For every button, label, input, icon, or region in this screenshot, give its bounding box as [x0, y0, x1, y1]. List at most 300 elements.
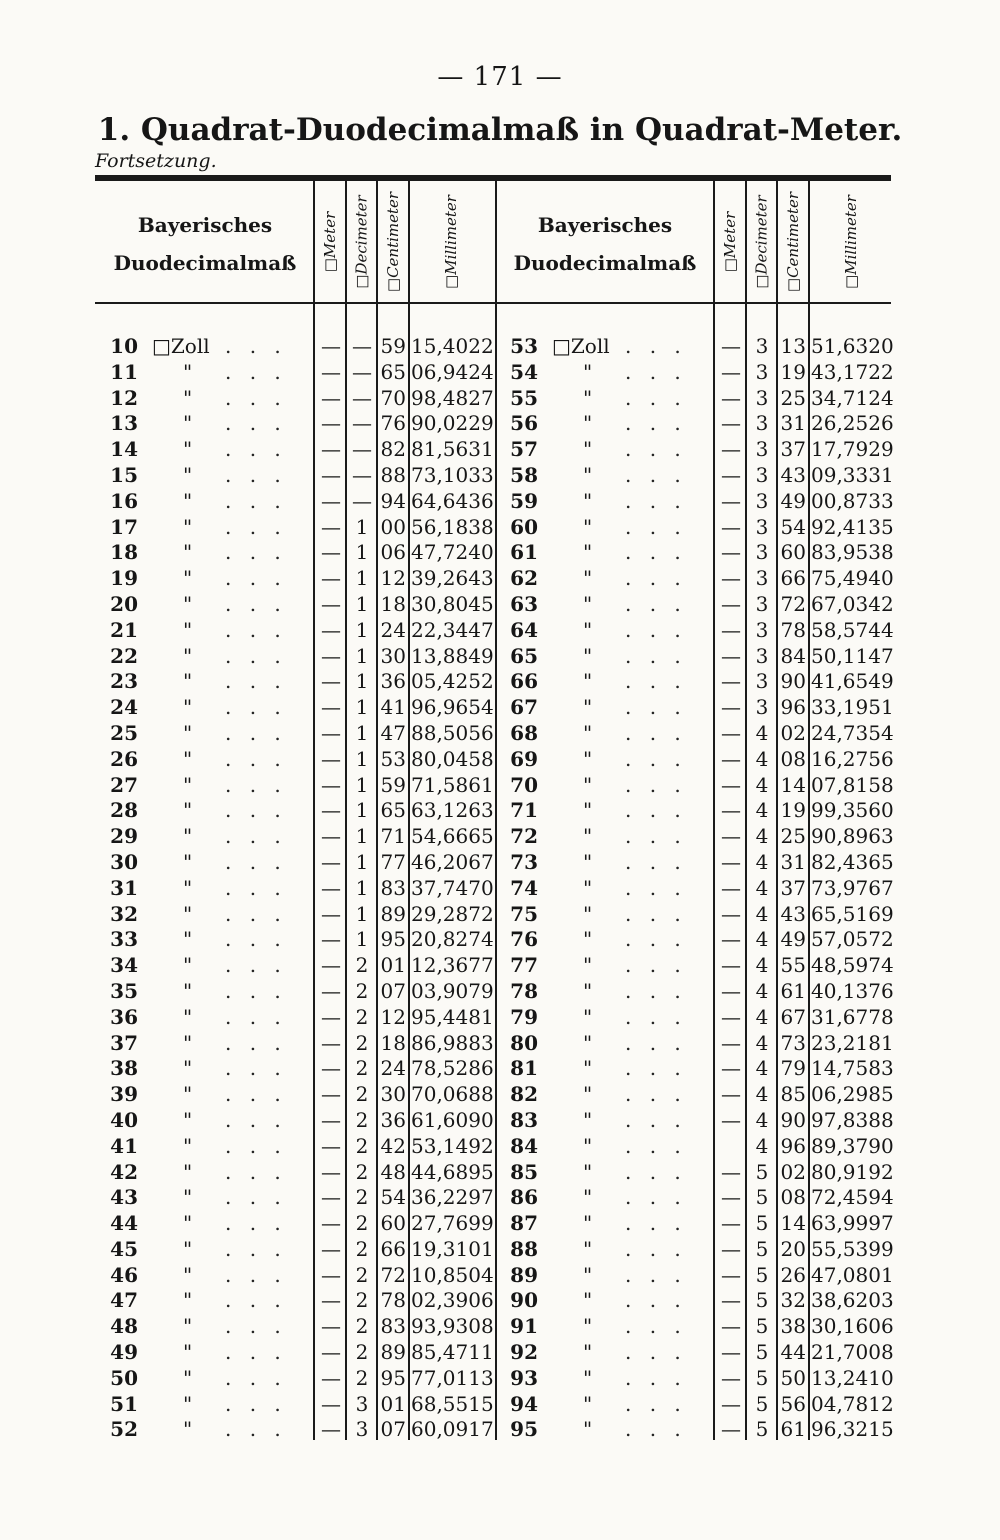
decimeter-value: 2	[355, 1056, 369, 1081]
decimeter-value: 1	[355, 746, 369, 771]
millimeter-value: 41,6549	[811, 669, 894, 694]
decimeter-value: 1	[355, 875, 369, 900]
ditto-mark: "	[183, 1030, 193, 1055]
table-row	[0, 667, 1000, 693]
millimeter-value: 30,1606	[811, 1314, 894, 1339]
centimeter-value: 36	[380, 1107, 406, 1132]
ditto-mark: "	[183, 1365, 193, 1390]
centimeter-value: 41	[380, 695, 406, 720]
ditto-mark: "	[183, 1391, 193, 1416]
ditto-mark: "	[183, 1107, 193, 1132]
row-number: 59	[510, 488, 538, 513]
leader-dots: . . .	[625, 1340, 687, 1365]
meter-value: —	[321, 1133, 341, 1158]
ditto-mark: "	[583, 1365, 593, 1390]
centimeter-value: 36	[380, 669, 406, 694]
centimeter-value: 67	[780, 1004, 806, 1029]
meter-value: —	[721, 1159, 741, 1184]
meter-value: —	[321, 875, 341, 900]
meter-value: —	[721, 901, 741, 926]
ditto-mark: "	[183, 540, 193, 565]
row-number: 81	[510, 1056, 538, 1081]
ditto-mark: "	[583, 1211, 593, 1236]
decimeter-value: 4	[755, 849, 769, 874]
ditto-mark: "	[583, 1262, 593, 1287]
leader-dots: . . .	[225, 1236, 287, 1261]
decimeter-value: 2	[355, 1314, 369, 1339]
meter-value: —	[721, 1185, 741, 1210]
ditto-mark: "	[183, 824, 193, 849]
row-number: 15	[110, 462, 138, 487]
leader-dots: . . .	[225, 1185, 287, 1210]
ditto-mark: "	[183, 901, 193, 926]
centimeter-value: 14	[780, 772, 806, 797]
leader-dots: . . .	[225, 1159, 287, 1184]
decimeter-value: 2	[355, 1288, 369, 1313]
meter-value: —	[321, 566, 341, 591]
millimeter-value: 86,9883	[411, 1030, 494, 1055]
leader-dots: . . .	[625, 1082, 687, 1107]
centimeter-value: 32	[780, 1288, 806, 1313]
meter-value: —	[321, 824, 341, 849]
decimeter-value: 4	[755, 720, 769, 745]
header-line1: Bayerisches	[137, 213, 273, 237]
row-number: 87	[510, 1211, 538, 1236]
millimeter-value: 89,3790	[811, 1133, 894, 1158]
millimeter-value: 20,8274	[411, 927, 494, 952]
row-number: 17	[110, 514, 138, 539]
millimeter-value: 67,0342	[811, 591, 894, 616]
leader-dots: . . .	[625, 927, 687, 952]
row-number: 80	[510, 1030, 538, 1055]
row-number: 85	[510, 1159, 538, 1184]
leader-dots: . . .	[225, 617, 287, 642]
centimeter-value: 71	[380, 824, 406, 849]
row-number: 73	[510, 849, 538, 874]
decimeter-value: 2	[355, 978, 369, 1003]
unit-label: □Zoll	[552, 334, 610, 358]
leader-dots: . . .	[225, 1107, 287, 1132]
meter-value: —	[321, 359, 341, 384]
decimeter-value: 4	[755, 953, 769, 978]
row-number: 79	[510, 1004, 538, 1029]
ditto-mark: "	[183, 566, 193, 591]
centimeter-value: 49	[780, 488, 806, 513]
leader-dots: . . .	[625, 488, 687, 513]
millimeter-value: 70,0688	[411, 1082, 494, 1107]
centimeter-value: 43	[780, 462, 806, 487]
meter-value: —	[321, 1004, 341, 1029]
centimeter-value: 76	[380, 411, 406, 436]
decimeter-value: 2	[355, 1185, 369, 1210]
decimeter-value: 4	[755, 978, 769, 1003]
table-row	[0, 1029, 1000, 1055]
leader-dots: . . .	[625, 669, 687, 694]
table-row	[0, 1003, 1000, 1029]
leader-dots: . . .	[625, 359, 687, 384]
row-number: 22	[110, 643, 138, 668]
millimeter-value: 96,3215	[811, 1417, 894, 1442]
meter-value: —	[721, 462, 741, 487]
millimeter-value: 43,1722	[811, 359, 894, 384]
centimeter-value: 78	[380, 1288, 406, 1313]
ditto-mark: "	[583, 540, 593, 565]
decimeter-value: 1	[355, 720, 369, 745]
leader-dots: . . .	[225, 927, 287, 952]
row-number: 91	[510, 1314, 538, 1339]
leader-dots: . . .	[625, 1004, 687, 1029]
header-line2: Duodecimalmaß	[113, 251, 297, 275]
header-centimeter-left	[379, 186, 407, 298]
leader-dots: . . .	[225, 643, 287, 668]
centimeter-value: 42	[380, 1133, 406, 1158]
row-number: 88	[510, 1236, 538, 1261]
meter-value: —	[321, 1391, 341, 1416]
ditto-mark: "	[583, 824, 593, 849]
leader-dots: . . .	[625, 901, 687, 926]
row-number: 82	[510, 1082, 538, 1107]
millimeter-value: 58,5744	[811, 617, 894, 642]
row-number: 94	[510, 1391, 538, 1416]
decimeter-value: 4	[755, 1107, 769, 1132]
row-number: 67	[510, 695, 538, 720]
centimeter-value: 95	[380, 927, 406, 952]
decimeter-value: 1	[355, 772, 369, 797]
row-number: 68	[510, 720, 538, 745]
decimeter-value: 1	[355, 798, 369, 823]
header-line2: Duodecimalmaß	[513, 251, 697, 275]
ditto-mark: "	[183, 1004, 193, 1029]
decimeter-value: 3	[755, 411, 769, 436]
row-number: 12	[110, 385, 138, 410]
millimeter-value: 07,8158	[811, 772, 894, 797]
leader-dots: . . .	[625, 978, 687, 1003]
millimeter-value: 38,6203	[811, 1288, 894, 1313]
centimeter-value: 12	[380, 1004, 406, 1029]
ditto-mark: "	[183, 927, 193, 952]
ditto-mark: "	[583, 1417, 593, 1442]
centimeter-value: 08	[780, 746, 806, 771]
table-row	[0, 925, 1000, 951]
millimeter-value: 57,0572	[811, 927, 894, 952]
leader-dots: . . .	[225, 514, 287, 539]
row-number: 56	[510, 411, 538, 436]
row-number: 50	[110, 1365, 138, 1390]
row-number: 62	[510, 566, 538, 591]
leader-dots: . . .	[225, 591, 287, 616]
table-row	[0, 1158, 1000, 1184]
meter-value: —	[721, 720, 741, 745]
row-number: 30	[110, 849, 138, 874]
row-number: 77	[510, 953, 538, 978]
table-row	[0, 1261, 1000, 1287]
centimeter-value: 89	[380, 1340, 406, 1365]
meter-value: —	[721, 488, 741, 513]
decimeter-value: 3	[755, 462, 769, 487]
millimeter-value: 15,4022	[411, 334, 494, 358]
leader-dots: . . .	[625, 772, 687, 797]
row-number: 40	[110, 1107, 138, 1132]
ditto-mark: "	[583, 359, 593, 384]
centimeter-value: 65	[380, 359, 406, 384]
row-number: 76	[510, 927, 538, 952]
meter-value: —	[721, 359, 741, 384]
decimeter-value: —	[352, 359, 372, 384]
leader-dots: . . .	[625, 746, 687, 771]
millimeter-value: 13,2410	[811, 1365, 894, 1390]
centimeter-value: 79	[780, 1056, 806, 1081]
ditto-mark: "	[583, 1133, 593, 1158]
leader-dots: . . .	[625, 1314, 687, 1339]
row-number: 63	[510, 591, 538, 616]
meter-value: —	[321, 978, 341, 1003]
centimeter-value: 59	[380, 334, 406, 358]
leader-dots: . . .	[625, 1365, 687, 1390]
meter-value: —	[321, 798, 341, 823]
header-millimeter-left	[437, 186, 465, 298]
leader-dots: . . .	[625, 953, 687, 978]
meter-value: —	[721, 411, 741, 436]
meter-value: —	[321, 772, 341, 797]
header-meter-label: □Meter	[721, 211, 740, 273]
table-row	[0, 848, 1000, 874]
decimeter-value: 1	[355, 591, 369, 616]
table-row	[0, 822, 1000, 848]
header-line1: Bayerisches	[537, 213, 673, 237]
millimeter-value: 99,3560	[811, 798, 894, 823]
centimeter-value: 56	[780, 1391, 806, 1416]
decimeter-value: —	[352, 488, 372, 513]
leader-dots: . . .	[625, 875, 687, 900]
millimeter-value: 12,3677	[411, 953, 494, 978]
leader-dots: . . .	[625, 643, 687, 668]
millimeter-value: 06,2985	[811, 1082, 894, 1107]
leader-dots: . . .	[225, 1082, 287, 1107]
ditto-mark: "	[583, 901, 593, 926]
row-number: 45	[110, 1236, 138, 1261]
meter-value: —	[321, 1185, 341, 1210]
ditto-mark: "	[583, 953, 593, 978]
ditto-mark: "	[583, 1236, 593, 1261]
millimeter-value: 17,7929	[811, 437, 894, 462]
leader-dots: . . .	[225, 1056, 287, 1081]
meter-value: —	[321, 1314, 341, 1339]
decimeter-value: 4	[755, 824, 769, 849]
leader-dots: . . .	[225, 824, 287, 849]
leader-dots: . . .	[625, 1107, 687, 1132]
decimeter-value: 2	[355, 1211, 369, 1236]
millimeter-value: 80,0458	[411, 746, 494, 771]
meter-value: —	[721, 1365, 741, 1390]
table-row	[0, 1054, 1000, 1080]
centimeter-value: 31	[780, 411, 806, 436]
table-row	[0, 900, 1000, 926]
table-row	[0, 538, 1000, 564]
row-number: 44	[110, 1211, 138, 1236]
row-number: 33	[110, 927, 138, 952]
millimeter-value: 34,7124	[811, 385, 894, 410]
table-row	[0, 435, 1000, 461]
ditto-mark: "	[183, 1340, 193, 1365]
decimeter-value: —	[352, 462, 372, 487]
leader-dots: . . .	[225, 901, 287, 926]
leader-dots: . . .	[225, 849, 287, 874]
ditto-mark: "	[183, 1185, 193, 1210]
millimeter-value: 10,8504	[411, 1262, 494, 1287]
meter-value: —	[321, 849, 341, 874]
decimeter-value: 3	[755, 334, 769, 358]
leader-dots: . . .	[225, 462, 287, 487]
decimeter-value: 2	[355, 1133, 369, 1158]
leader-dots: . . .	[625, 411, 687, 436]
millimeter-value: 23,2181	[811, 1030, 894, 1055]
row-number: 74	[510, 875, 538, 900]
header-centimeter-label: □Centimeter	[784, 191, 803, 293]
millimeter-value: 09,3331	[811, 462, 894, 487]
meter-value: —	[321, 1417, 341, 1442]
ditto-mark: "	[183, 462, 193, 487]
decimeter-value: 2	[355, 1004, 369, 1029]
header-decimeter-label: □Decimeter	[753, 195, 772, 289]
decimeter-value: 1	[355, 927, 369, 952]
millimeter-value: 55,5399	[811, 1236, 894, 1261]
meter-value: —	[321, 643, 341, 668]
meter-value: —	[321, 720, 341, 745]
millimeter-value: 00,8733	[811, 488, 894, 513]
centimeter-value: 89	[380, 901, 406, 926]
millimeter-value: 14,7583	[811, 1056, 894, 1081]
leader-dots: . . .	[625, 514, 687, 539]
row-number: 84	[510, 1133, 538, 1158]
decimeter-value: 1	[355, 643, 369, 668]
meter-value: —	[721, 824, 741, 849]
table-row	[0, 461, 1000, 487]
leader-dots: . . .	[625, 1185, 687, 1210]
ditto-mark: "	[583, 591, 593, 616]
decimeter-value: —	[352, 385, 372, 410]
decimeter-value: 3	[355, 1391, 369, 1416]
millimeter-value: 13,8849	[411, 643, 494, 668]
leader-dots: . . .	[225, 1314, 287, 1339]
table-row	[0, 1183, 1000, 1209]
table-row	[0, 1415, 1000, 1441]
leader-dots: . . .	[625, 617, 687, 642]
header-decimeter-label: □Decimeter	[353, 195, 372, 289]
ditto-mark: "	[183, 875, 193, 900]
row-number: 93	[510, 1365, 538, 1390]
centimeter-value: 25	[780, 385, 806, 410]
millimeter-value: 44,6895	[411, 1159, 494, 1184]
millimeter-value: 88,5056	[411, 720, 494, 745]
decimeter-value: 2	[355, 953, 369, 978]
millimeter-value: 56,1838	[411, 514, 494, 539]
millimeter-value: 05,4252	[411, 669, 494, 694]
row-number: 19	[110, 566, 138, 591]
table-row	[0, 719, 1000, 745]
meter-value: —	[721, 1288, 741, 1313]
millimeter-value: 81,5631	[411, 437, 494, 462]
ditto-mark: "	[183, 1288, 193, 1313]
decimeter-value: 3	[755, 617, 769, 642]
table-row	[0, 1209, 1000, 1235]
row-number: 86	[510, 1185, 538, 1210]
row-number: 24	[110, 695, 138, 720]
row-number: 42	[110, 1159, 138, 1184]
meter-value: —	[321, 1340, 341, 1365]
ditto-mark: "	[183, 1159, 193, 1184]
centimeter-value: 26	[780, 1262, 806, 1287]
row-number: 95	[510, 1417, 538, 1442]
decimeter-value: 4	[755, 1082, 769, 1107]
leader-dots: . . .	[225, 1030, 287, 1055]
millimeter-value: 97,8388	[811, 1107, 894, 1132]
millimeter-value: 47,7240	[411, 540, 494, 565]
row-number: 65	[510, 643, 538, 668]
leader-dots: . . .	[225, 1365, 287, 1390]
leader-dots: . . .	[625, 1236, 687, 1261]
row-number: 18	[110, 540, 138, 565]
row-number: 78	[510, 978, 538, 1003]
leader-dots: . . .	[625, 1391, 687, 1416]
meter-value: —	[721, 617, 741, 642]
millimeter-value: 29,2872	[411, 901, 494, 926]
meter-value: —	[321, 901, 341, 926]
decimeter-value: 5	[755, 1211, 769, 1236]
table-row	[0, 1390, 1000, 1416]
row-number: 49	[110, 1340, 138, 1365]
row-number: 39	[110, 1082, 138, 1107]
millimeter-value: 63,9997	[811, 1211, 894, 1236]
millimeter-value: 83,9538	[811, 540, 894, 565]
centimeter-value: 60	[780, 540, 806, 565]
ditto-mark: "	[183, 669, 193, 694]
millimeter-value: 51,6320	[811, 334, 894, 358]
meter-value: —	[721, 1211, 741, 1236]
row-number: 43	[110, 1185, 138, 1210]
row-number: 29	[110, 824, 138, 849]
header-centimeter-label: □Centimeter	[384, 191, 403, 293]
ditto-mark: "	[183, 359, 193, 384]
leader-dots: . . .	[225, 695, 287, 720]
row-number: 38	[110, 1056, 138, 1081]
ditto-mark: "	[183, 1211, 193, 1236]
millimeter-value: 98,4827	[411, 385, 494, 410]
ditto-mark: "	[583, 1107, 593, 1132]
centimeter-value: 84	[780, 643, 806, 668]
ditto-mark: "	[583, 385, 593, 410]
meter-value: —	[721, 643, 741, 668]
ditto-mark: "	[583, 462, 593, 487]
continued-label: Fortsetzung.	[95, 150, 217, 172]
ditto-mark: "	[583, 514, 593, 539]
decimeter-value: 2	[355, 1159, 369, 1184]
millimeter-value: 73,9767	[811, 875, 894, 900]
meter-value: —	[721, 772, 741, 797]
millimeter-value: 68,5515	[411, 1391, 494, 1416]
leader-dots: . . .	[225, 385, 287, 410]
meter-value: —	[321, 437, 341, 462]
table-row	[0, 874, 1000, 900]
decimeter-value: 5	[755, 1288, 769, 1313]
centimeter-value: 55	[780, 953, 806, 978]
decimeter-value: 3	[755, 385, 769, 410]
leader-dots: . . .	[225, 566, 287, 591]
millimeter-value: 31,6778	[811, 1004, 894, 1029]
ditto-mark: "	[183, 1236, 193, 1261]
meter-value: —	[321, 1082, 341, 1107]
table-row	[0, 745, 1000, 771]
centimeter-value: 19	[780, 798, 806, 823]
